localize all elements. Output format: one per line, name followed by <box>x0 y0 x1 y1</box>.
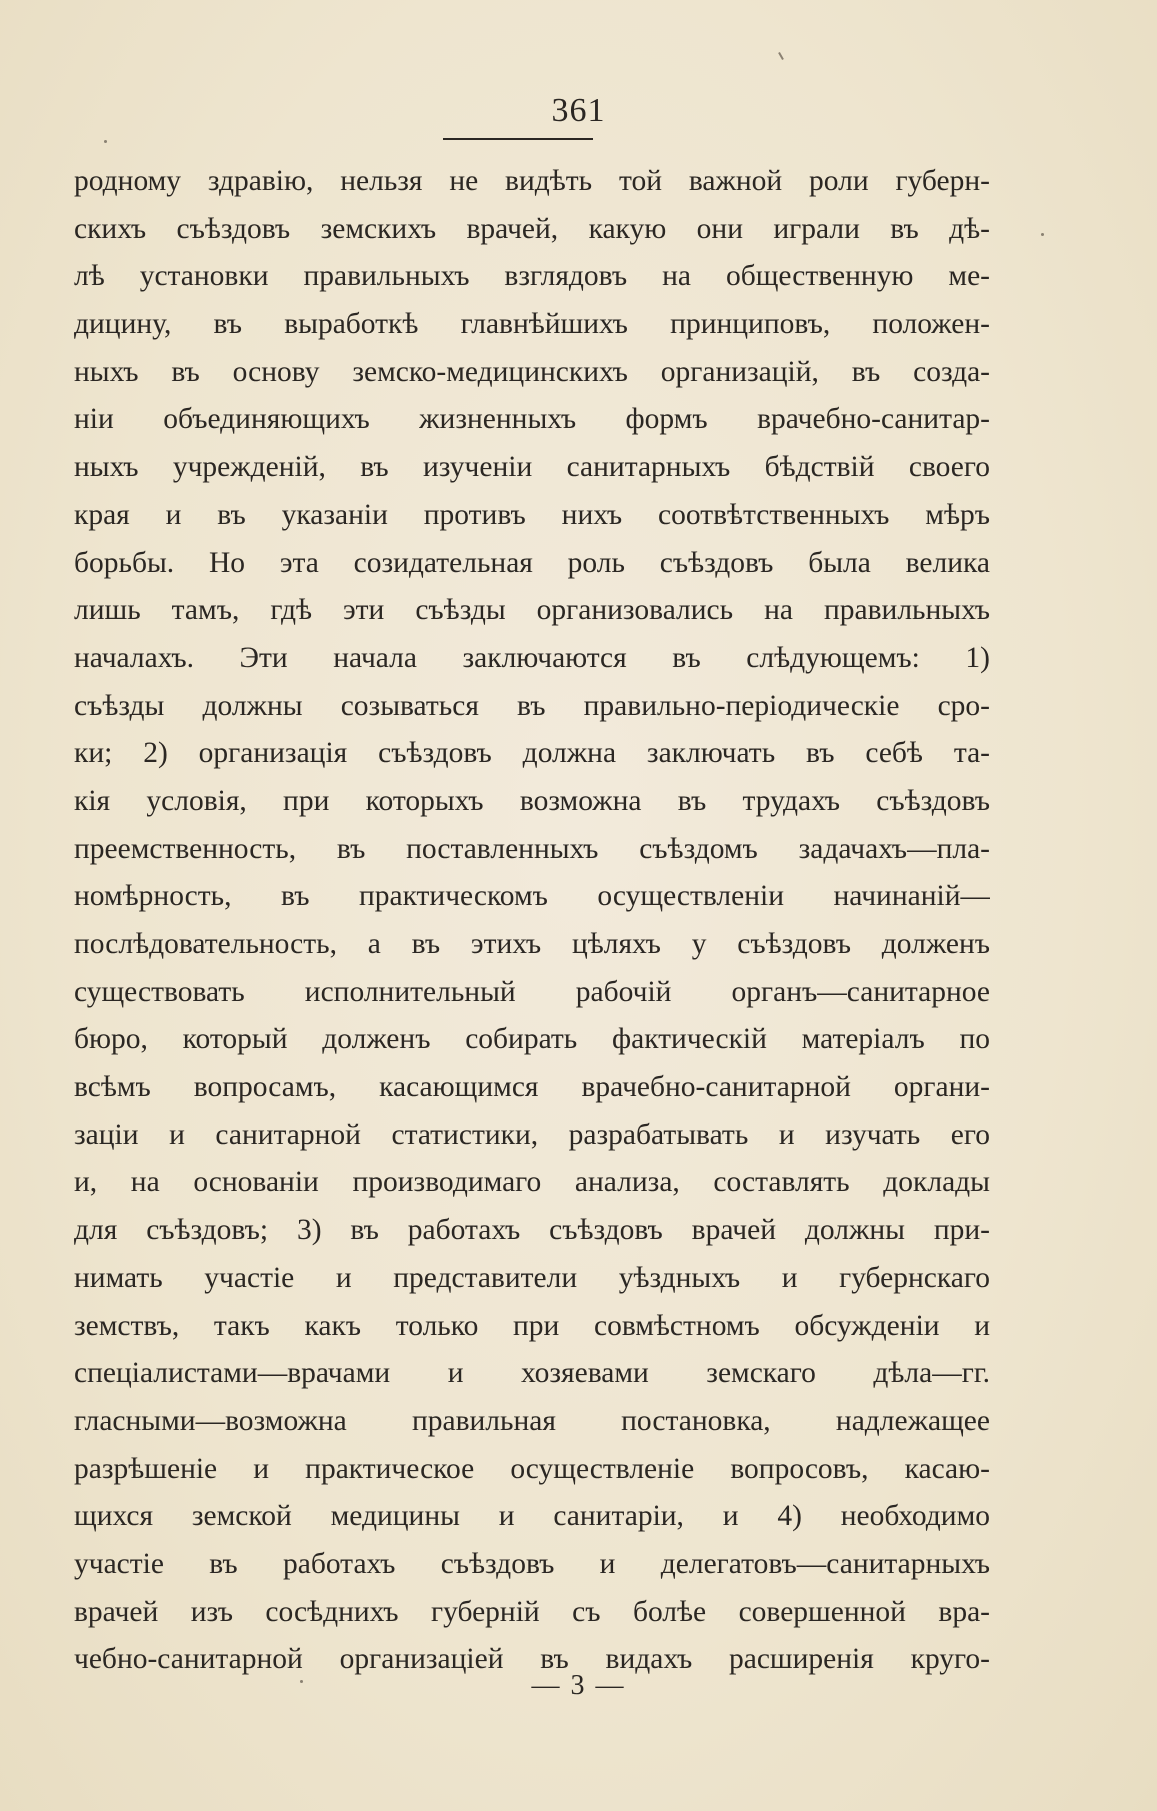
text-line: края и въ указаніи противъ нихъ соотвѣтственныхъ мѣръ <box>74 498 990 531</box>
text-line: ныхъ учрежденій, въ изученіи санитарныхъ бѣдствій своего <box>74 451 990 484</box>
text-line: ныхъ въ основу земско-медицинскихъ организацій, въ созда- <box>74 355 990 388</box>
text-line: дицину, въ выработкѣ главнѣйшихъ принциповъ, положен- <box>74 308 990 341</box>
text-line: борьбы. Но эта созидательная роль съѣздовъ была велика <box>74 546 990 579</box>
text-line: земствъ, такъ какъ только при совмѣстномъ обсужденіи и <box>74 1309 990 1342</box>
signature-mark: — 3 — <box>531 1670 626 1701</box>
text-line: ніи объединяющихъ жизненныхъ формъ врачебно-санитар- <box>74 403 990 436</box>
text-line: кія условія, при которыхъ возможна въ трудахъ съѣздовъ <box>74 784 990 817</box>
page-number: 361 <box>551 92 606 129</box>
text-line: послѣдовательность, а въ этихъ цѣляхъ у съѣздовъ долженъ <box>74 928 990 960</box>
header-rule <box>443 138 593 140</box>
text-line: нимать участіе и представители уѣздныхъ и губернскаго <box>74 1261 990 1294</box>
text-line: съѣзды должны созываться въ правильно-періодическіе сро- <box>74 689 990 722</box>
text-line: преемственность, въ поставленныхъ съѣздомъ задачахъ—пла- <box>74 832 990 865</box>
text-line: номѣрность, въ практическомъ осуществленіи начинаній— <box>74 880 990 913</box>
text-line: участіе въ работахъ съѣздовъ и делегатовъ—санитарныхъ <box>74 1547 990 1580</box>
paper-speck <box>778 52 784 60</box>
text-line: началахъ. Эти начала заключаются въ слѣдующемъ: 1) <box>74 641 990 674</box>
text-line: родному здравію, нельзя не видѣть той важной роли губерн- <box>74 165 990 197</box>
text-line: лишь тамъ, гдѣ эти съѣзды организовались на правильныхъ <box>74 594 990 627</box>
text-line: для съѣздовъ; 3) въ работахъ съѣздовъ врачей должны при- <box>74 1214 990 1247</box>
text-line: и, на основаніи производимаго анализа, составлять доклады <box>74 1166 990 1199</box>
paper-speck <box>104 140 107 143</box>
text-line: скихъ съѣздовъ земскихъ врачей, какую они играли въ дѣ- <box>74 212 990 245</box>
text-line: всѣмъ вопросамъ, касающимся врачебно-санитарной органи- <box>74 1071 990 1104</box>
text-line: существовать исполнительный рабочій органъ—санитарное <box>74 975 990 1008</box>
text-line: гласными—возможна правильная постановка, надлежащее <box>74 1404 990 1437</box>
body-text <box>74 158 990 1684</box>
text-line: ки; 2) организація съѣздовъ должна заключать въ себѣ та- <box>74 737 990 770</box>
text-line: чебно-санитарной организаціей въ видахъ расширенія круго- <box>74 1643 990 1676</box>
text-line: разрѣшеніе и практическое осуществленіе вопросовъ, касаю- <box>74 1452 990 1485</box>
text-line: лѣ установки правильныхъ взглядовъ на общественную ме- <box>74 260 990 293</box>
text-line: спеціалистами—врачами и хозяевами земскаго дѣла—гг. <box>74 1357 990 1390</box>
paper-speck <box>300 1680 303 1683</box>
text-line: врачей изъ сосѣднихъ губерній съ болѣе совершенной вра- <box>74 1595 990 1628</box>
paper-speck <box>1041 233 1044 236</box>
text-line: бюро, который долженъ собирать фактическій матеріалъ по <box>74 1023 990 1056</box>
text-line: щихся земской медицины и санитаріи, и 4) необходимо <box>74 1500 990 1533</box>
text-line: заціи и санитарной статистики, разрабатывать и изучать его <box>74 1118 990 1151</box>
